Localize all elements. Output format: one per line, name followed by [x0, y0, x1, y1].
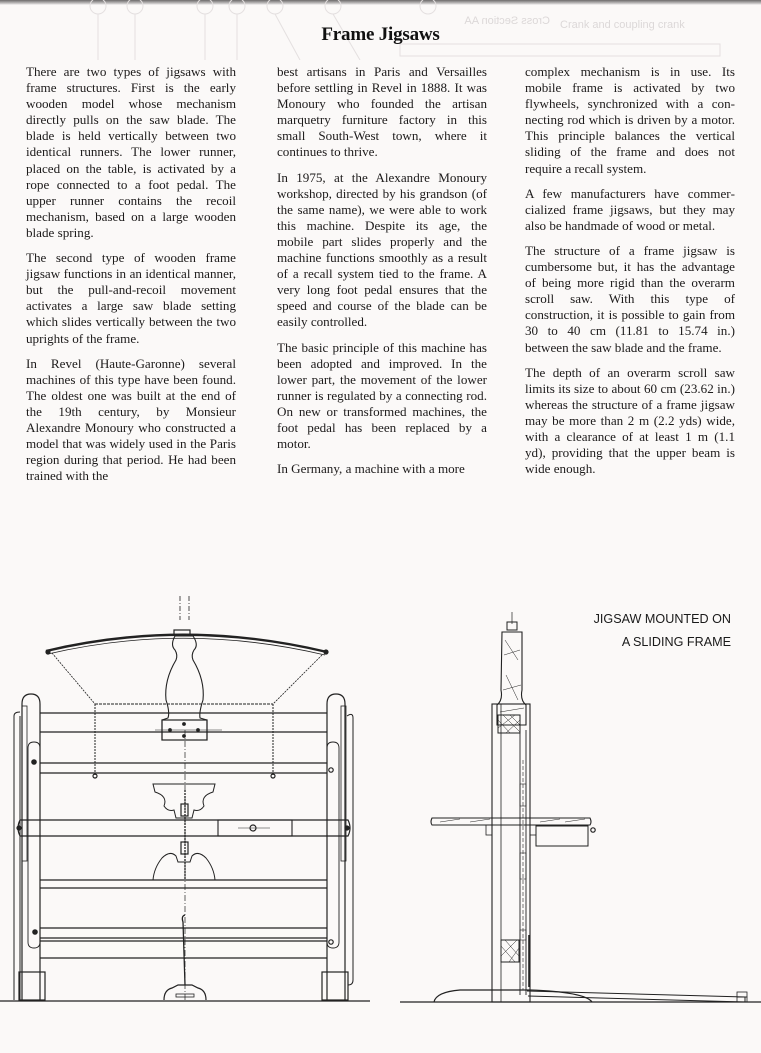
- bleed-text-1: Cross Section AA: [464, 15, 550, 27]
- text-column-2: [277, 64, 487, 486]
- paragraph: In Revel (Haute-Garonne) several machines of this type have been found. The oldest one was built at the end of the 19th century, by Monsieur Alexandre Monoury who constructed a model that was widely used in the Paris region during that period. He had been trained with the: [26, 355, 236, 484]
- paragraph: complex mechanism is in use. Its mobile frame is activated by two flywheels, synchronized with a connecting rod which is driven by a motor. This principle balances the vertical sliding of the frame and does not require a recall system.: [525, 64, 735, 176]
- page-title: Frame Jigsaws: [321, 23, 440, 45]
- side-elevation-drawing: [400, 612, 761, 1002]
- front-elevation-drawing: [0, 596, 370, 1002]
- paragraph: The second type of wooden frame jigsaw functions in an identical manner, but the pull-and-recoil movement activates a large saw blade setting which slides vertically between the two uprights of the frame.: [26, 250, 236, 346]
- paragraph: The structure of a frame jigsaw is cumbersome but, it has the advantage of being more rigid than the overarm scroll saw. With this type of construction, it is possible to gain from 30 to 40 cm (11.81 to 15.74 in.) between the saw blade and the frame.: [525, 242, 735, 355]
- page-top-shadow: [0, 0, 761, 5]
- paragraph: A few manufacturers have commercialized frame jigsaws, but they may also be handmade of wood or metal.: [525, 185, 735, 233]
- paragraph: The depth of an overarm scroll saw limits its size to about 60 cm (23.62 in.) whereas the structure of a frame jigsaw may be more than 2 m (2.2 yds) wide, with a clearance of at least 1 m (1.1 yd), providing that the upper beam is wide enough.: [525, 364, 735, 477]
- paragraph: There are two types of jigsaws with frame structures. First is the early wooden model whose mechanism directly pulls on the saw blade. The blade is held vertically between two identical runners. The lower runner, placed on the table, is activated by a rope connected to a foot pedal. The upper runner contains the recoil mechanism, based on a large wooden blade spring.: [26, 64, 236, 240]
- caption-line-2: A SLIDING FRAME: [621, 635, 731, 649]
- bleed-text-2: Crank and coupling crank: [560, 19, 685, 31]
- technical-drawing: [0, 590, 761, 1053]
- paragraph: In Germany, a machine with a more: [277, 461, 465, 477]
- text-column-1: [26, 64, 236, 493]
- text-column-3: [525, 64, 735, 486]
- paragraph: In 1975, at the Alexandre Monoury workshop, directed by his grandson (of the same name), we were able to work this machine. Despite its age, the mobile part slides properly and the machine functions smoothly as a result of a recall system tied to the frame. A very long foot pedal ensures that the speed and course of the blade can be easily controlled.: [277, 169, 487, 330]
- caption-line-1: JIGSAW MOUNTED ON: [593, 612, 731, 626]
- paragraph: The basic principle of this machine has been adopted and improved. In the lower part, the movement of the lower runner is regulated by a connecting rod. On new or transformed machines, the foot pedal has been replaced by a motor.: [277, 339, 487, 452]
- paragraph: best artisans in Paris and Versailles before settling in Revel in 1888. It was Monoury who founded the artisan marquetry furniture factory in this small South-West town, where it continues to thrive.: [277, 64, 487, 160]
